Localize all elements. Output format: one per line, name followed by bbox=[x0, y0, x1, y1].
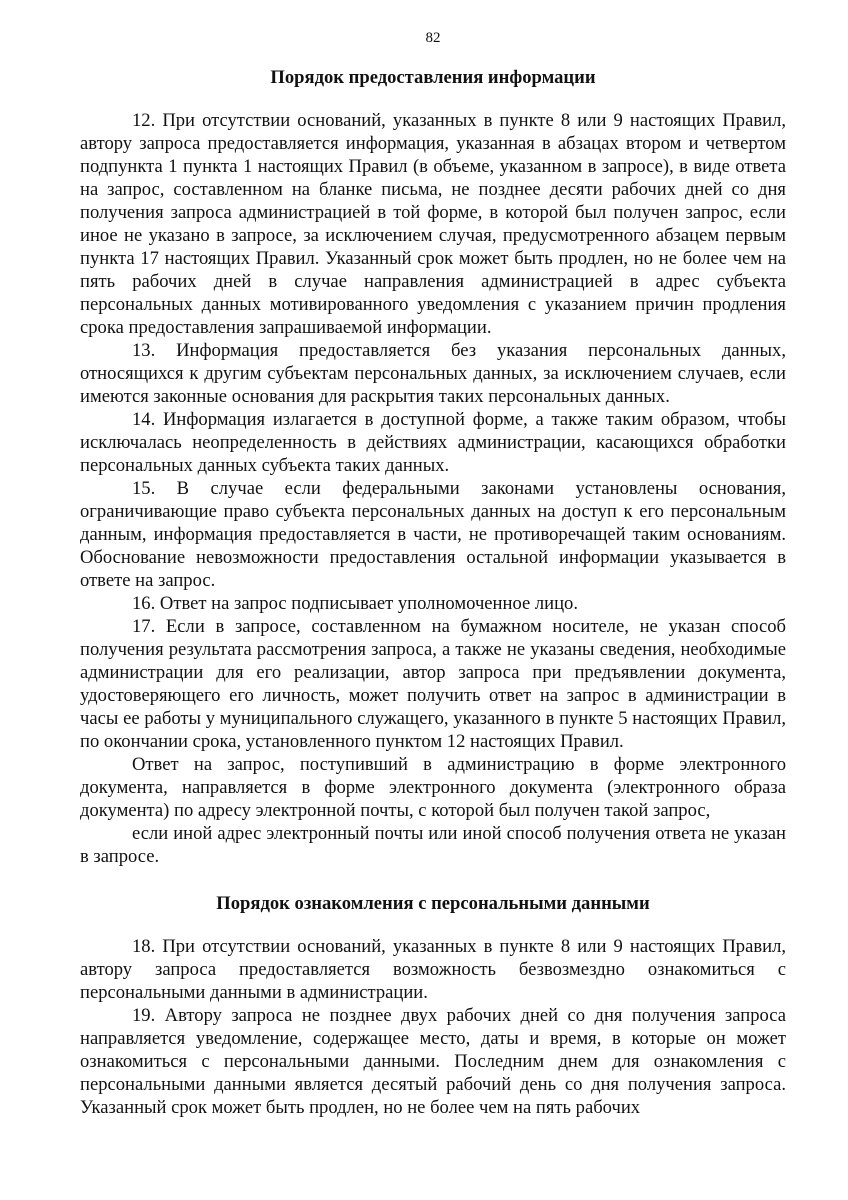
paragraph-19: 19. Автору запроса не позднее двух рабочих дней со дня получения запроса направляется уведомление, содержащее место, даты и время, в которые он может ознакомиться с персональными данными. Последним днем для ознакомления с персональными данными является десятый рабочий день со дня получения запроса. Указанный срок может быть продлен, но не более чем на пять рабочих bbox=[80, 1005, 786, 1118]
paragraph-16: 16. Ответ на запрос подписывает уполномоченное лицо. bbox=[132, 593, 578, 614]
paragraph-17-electronic: Ответ на запрос, поступивший в администрацию в форме электронного документа, направляется в форме электронного документа (электронного образа документа) по адресу электронной почты, с которой был получен такой запрос, bbox=[80, 754, 786, 821]
paragraph-13: 13. Информация предоставляется без указания персональных данных, относящихся к другим субъектам персональных данных, за исключением случаев, если имеются законные основания для раскрытия таких персональных данных. bbox=[80, 340, 786, 407]
paragraph-14: 14. Информация излагается в доступной форме, а также таким образом, чтобы исключалась неопределенность в действиях администрации, касающихся обработки персональных данных субъекта таких данных. bbox=[80, 409, 786, 476]
section-title-information: Порядок предоставления информации bbox=[270, 67, 596, 88]
page-number: 82 bbox=[425, 30, 441, 46]
section-title-access: Порядок ознакомления с персональными данными bbox=[216, 893, 650, 914]
paragraph-12: 12. При отсутствии оснований, указанных в пункте 8 или 9 настоящих Правил, автору запроса предоставляется информация, указанная в абзацах втором и четвертом подпункта 1 пункта 1 настоящих Правил (в объеме, указанном в запросе), в виде ответа на запрос, составленном на бланке письма, не позднее десяти рабочих дней со дня получения запроса администрацией в той форме, в которой был получен запрос, если иное не указано в запросе, за исключением случая, предусмотренного абзацем первым пункта 17 настоящих Правил. Указанный срок может быть продлен, но не более чем на пять рабочих дней в случае направления администрацией в адрес субъекта персональных данных мотивированного уведомления с указанием причин продления срока предоставления запрашиваемой информации. bbox=[80, 110, 786, 338]
paragraph-18: 18. При отсутствии оснований, указанных в пункте 8 или 9 настоящих Правил, автору запроса предоставляется возможность безвозмездно ознакомиться с персональными данными в администрации. bbox=[80, 936, 786, 1003]
paragraph-17: 17. Если в запросе, составленном на бумажном носителе, не указан способ получения результата рассмотрения запроса, а также не указаны сведения, необходимые администрации для его реализации, автор запроса при предъявлении документа, удостоверяющего его личность, может получить ответ на запрос в администрации в часы ее работы у муниципального служащего, указанного в пункте 5 настоящих Правил, по окончании срока, установленного пунктом 12 настоящих Правил. bbox=[80, 616, 786, 752]
paragraph-15: 15. В случае если федеральными законами установлены основания, ограничивающие право субъекта персональных данных на доступ к его персональным данным, информация предоставляется в части, не противоречащей таким основаниям. Обоснование невозможности предоставления остальной информации указывается в ответе на запрос. bbox=[80, 478, 786, 591]
paragraph-17-continuation: если иной адрес электронный почты или иной способ получения ответа не указан в запросе. bbox=[80, 823, 786, 867]
